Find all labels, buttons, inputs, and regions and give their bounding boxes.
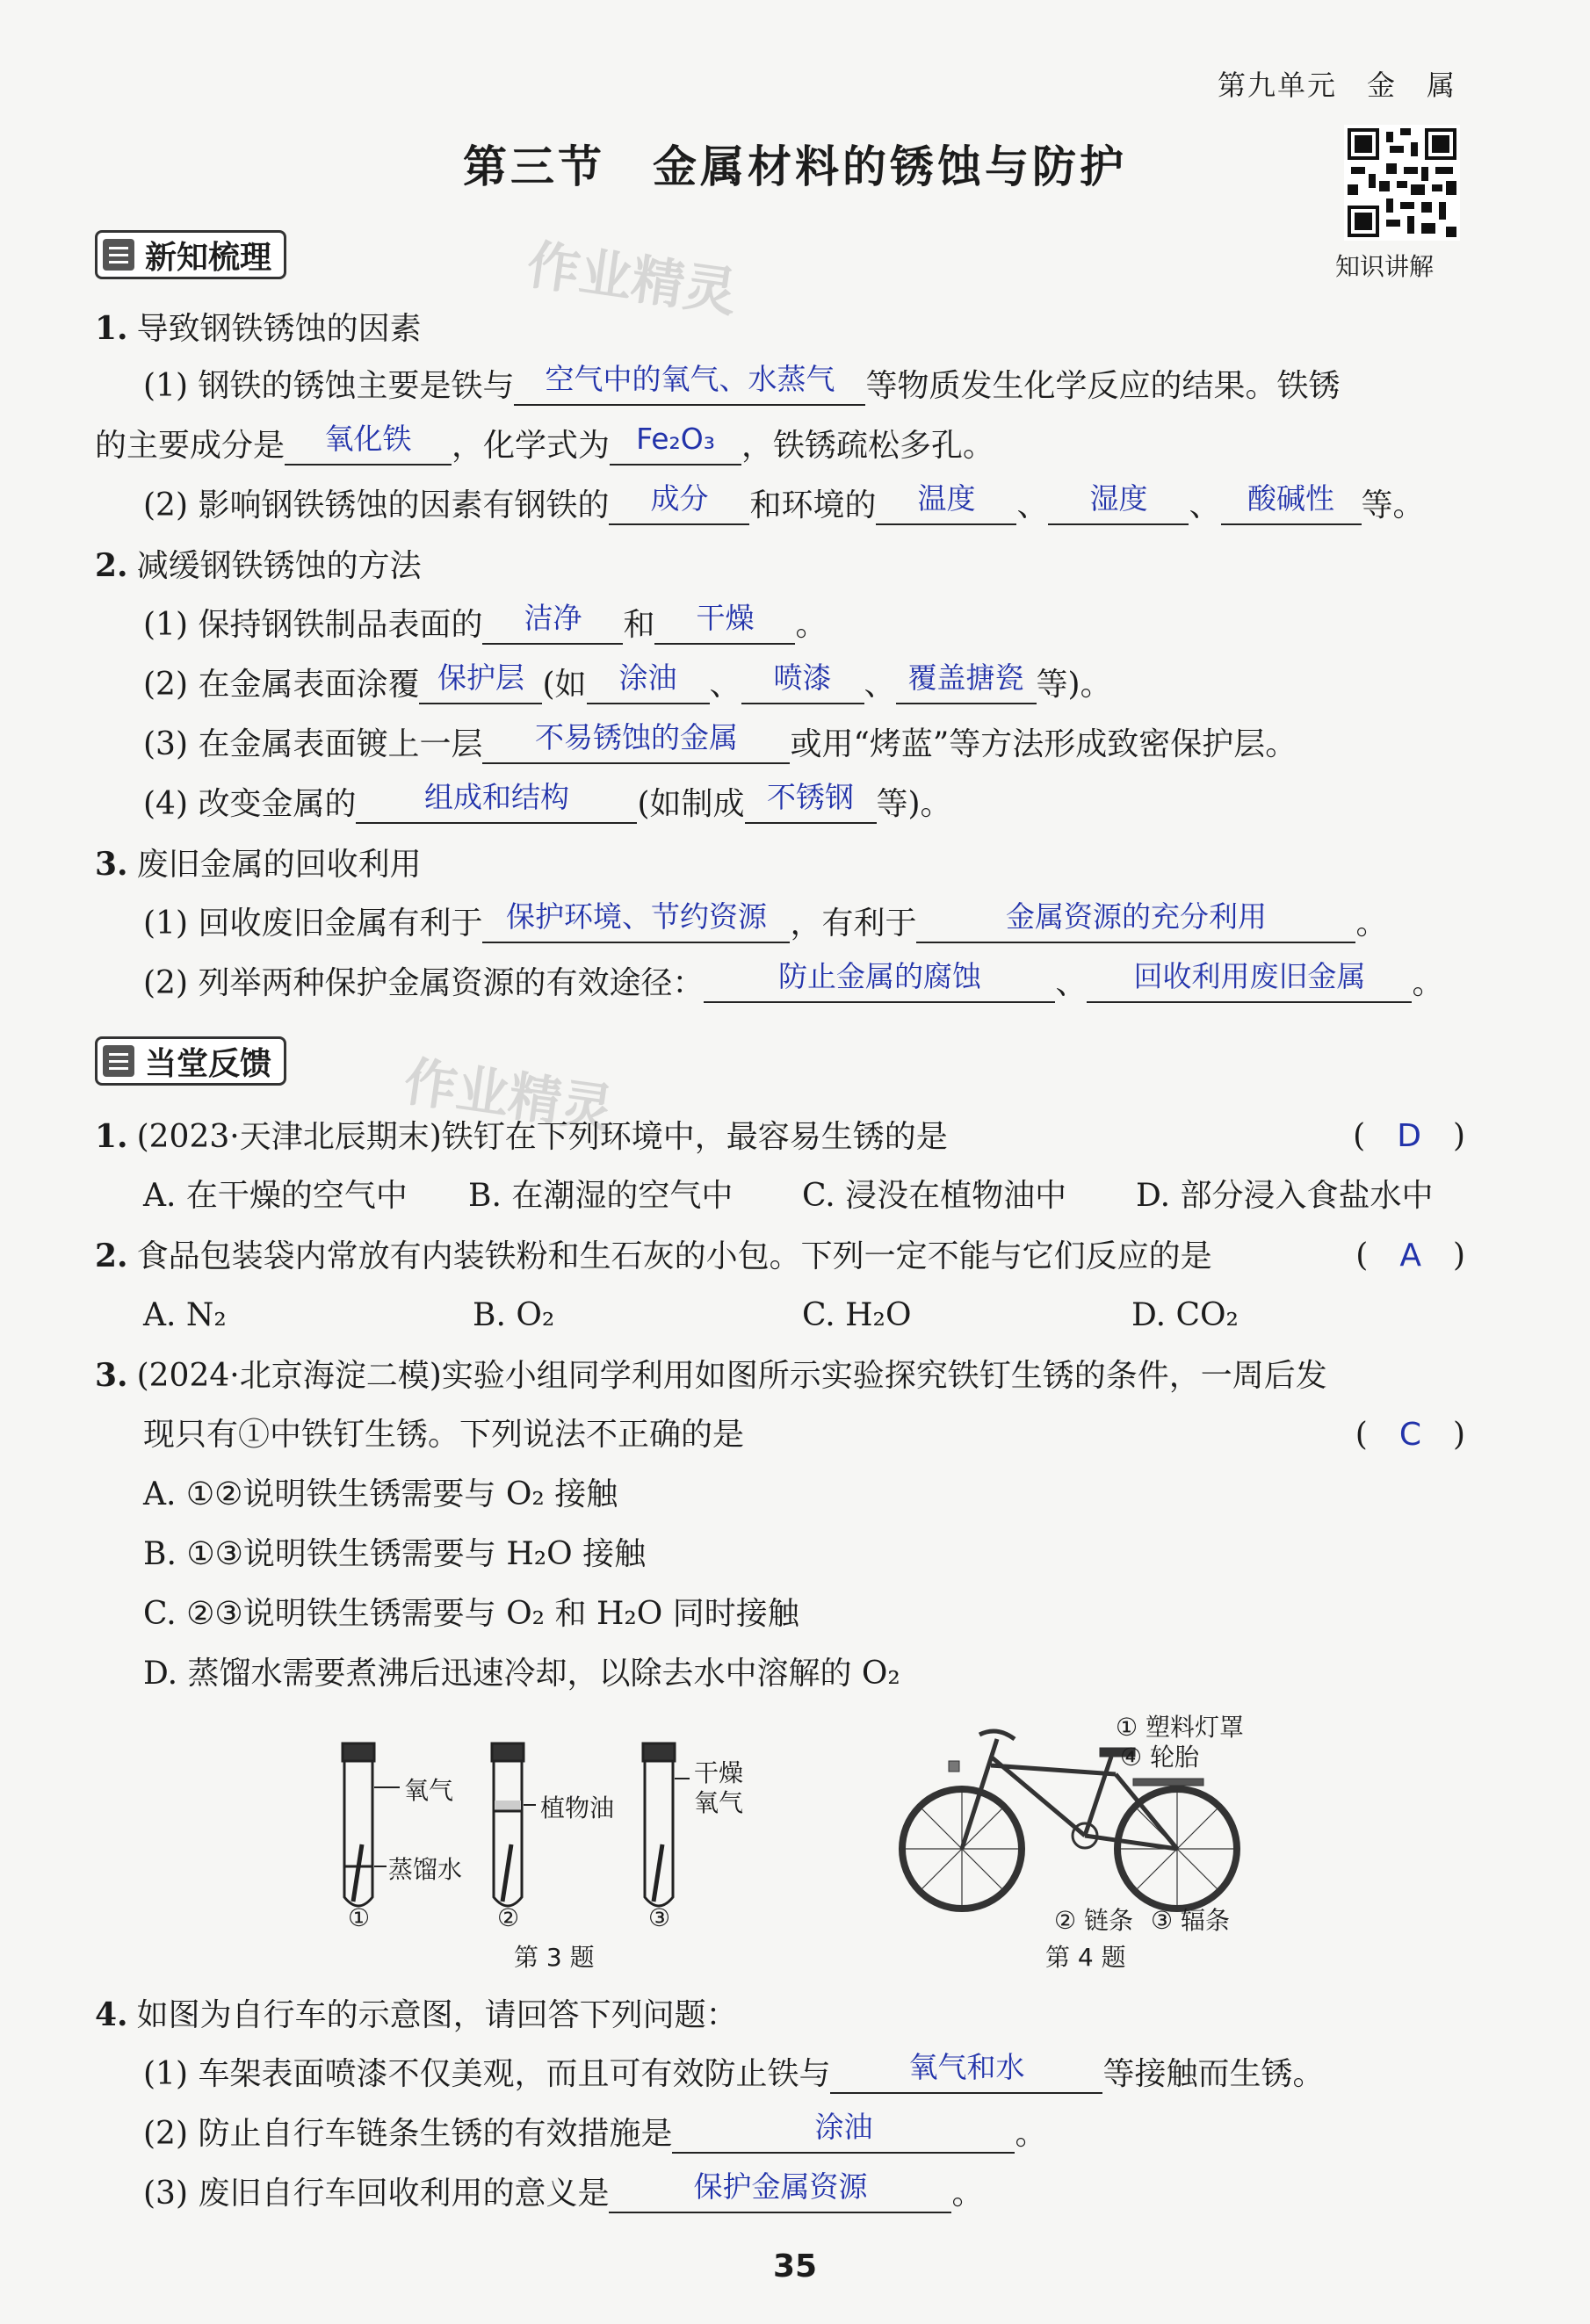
s2-q2-stem: 2. 食品包装袋内常放有内装铁粉和生石灰的小包。下列一定不能与它们反应的是 ( A ) <box>95 1238 1465 1274</box>
label-oxygen: 氧气 <box>404 1776 454 1805</box>
answer-blank[interactable]: 涂油 <box>587 668 710 704</box>
s2-q2-options <box>143 1296 1239 1335</box>
figure-3-test-tubes <box>316 1735 808 1972</box>
s2-q4-p1: (1) 车架表面喷漆不仅美观，而且可有效防止铁与 氧气和水 等接触而生锈。 <box>143 2050 1325 2092</box>
s2-q4-p3: (3) 废旧自行车回收利用的意义是 保护金属资源 。 <box>143 2169 984 2212</box>
option-a[interactable]: A. N₂ <box>143 1297 227 1333</box>
watermark: 作业精灵 <box>523 234 741 325</box>
option-d[interactable]: D. 部分浸入食盐水中 <box>1136 1178 1434 1214</box>
s1-q3-head: 3. 废旧金属的回收利用 <box>95 846 422 883</box>
unit-header: 第九单元 金 属 <box>1217 69 1456 102</box>
answer-blank[interactable]: 温度 <box>876 488 1016 525</box>
answer-blank[interactable]: 回收利用废旧金属 <box>1087 966 1412 1003</box>
answer-blank[interactable]: 保护金属资源 <box>609 2176 951 2213</box>
label-dry: 干燥 <box>694 1758 744 1787</box>
s1-q2-p3: (3) 在金属表面镀上一层 不易锈蚀的金属 或用“烤蓝”等方法形成致密保护层。 <box>143 720 1297 762</box>
section-tag-feedback: 当堂反馈 <box>95 1036 286 1086</box>
label-lamp-cover: ① 塑料灯罩 <box>1116 1713 1245 1742</box>
s2-q1-options <box>143 1177 1433 1216</box>
section-tag-new-knowledge: 新知梳理 <box>95 230 286 279</box>
answer-paren[interactable]: ( A ) <box>1355 1238 1465 1274</box>
answer-paren[interactable]: ( C ) <box>1355 1417 1465 1453</box>
answer-blank[interactable]: 成分 <box>609 488 749 525</box>
s2-q1-stem: 1. (2023·天津北辰期末)铁钉在下列环境中，最容易生锈的是 ( D ) <box>95 1118 1465 1155</box>
page-number: 35 <box>772 2248 818 2284</box>
answer-blank[interactable]: 覆盖搪瓷 <box>896 668 1037 704</box>
tube-label-2: ② <box>497 1903 520 1932</box>
answer-blank[interactable]: 湿度 <box>1048 488 1189 525</box>
figure-3-caption: 第 3 题 <box>514 1943 595 1972</box>
watermark: 作业精灵 <box>400 1050 618 1142</box>
answer-blank[interactable]: 组成和结构 <box>356 787 637 824</box>
label-water: 蒸馏水 <box>388 1855 463 1884</box>
answer-blank[interactable]: 保护环境、节约资源 <box>482 906 790 943</box>
option-c[interactable]: C. ②③说明铁生锈需要与 O₂ 和 H₂O 同时接触 <box>143 1596 799 1632</box>
answer-blank[interactable]: 酸碱性 <box>1221 488 1362 525</box>
s2-q4-p2: (2) 防止自行车链条生锈的有效措施是 涂油 。 <box>143 2110 1047 2152</box>
tube-label-3: ③ <box>648 1903 671 1932</box>
figure-4-caption: 第 4 题 <box>1045 1943 1126 1972</box>
option-b[interactable]: B. ①③说明铁生锈需要与 H₂O 接触 <box>143 1536 647 1572</box>
qr-code[interactable] <box>1344 125 1460 241</box>
label-chain: ② 链条 <box>1054 1906 1134 1935</box>
option-d[interactable]: D. 蒸馏水需要煮沸后迅速冷却，以除去水中溶解的 O₂ <box>143 1656 900 1692</box>
answer-blank[interactable]: 防止金属的腐蚀 <box>704 966 1055 1003</box>
option-b[interactable]: B. 在潮湿的空气中 <box>468 1178 734 1214</box>
qr-label: 知识讲解 <box>1335 252 1435 281</box>
option-a[interactable]: A. ①②说明铁生锈需要与 O₂ 接触 <box>143 1476 618 1512</box>
s1-q2-p2: (2) 在金属表面涂覆 保护层 (如 涂油 、 喷漆 、 覆盖搪瓷 等)。 <box>143 660 1112 703</box>
label-dry-oxygen: 氧气 <box>694 1788 744 1817</box>
answer-blank[interactable]: 氧化铁 <box>285 429 452 466</box>
figure-4-bicycle <box>896 1708 1309 1972</box>
s1-q2-head: 2. 减缓钢铁锈蚀的方法 <box>95 547 422 584</box>
answer-blank[interactable]: 金属资源的充分利用 <box>916 906 1355 943</box>
answer-blank[interactable]: 空气中的氧气、水蒸气 <box>514 369 865 406</box>
option-c[interactable]: C. 浸没在植物油中 <box>802 1178 1067 1214</box>
page-title: 第三节 金属材料的锈蚀与防护 <box>463 141 1127 192</box>
answer-blank[interactable]: 保护层 <box>419 668 542 704</box>
notebook-icon <box>103 239 134 271</box>
answer-blank[interactable]: 涂油 <box>672 2117 1015 2154</box>
answer-blank[interactable]: 氧气和水 <box>830 2057 1102 2094</box>
s1-q3-p1: (1) 回收废旧金属有利于 保护环境、节约资源 ，有利于 金属资源的充分利用 。 <box>143 899 1388 942</box>
label-tire: ④ 轮胎 <box>1120 1743 1200 1772</box>
s1-q2-p1: (1) 保持钢铁制品表面的 洁净 和 干燥 。 <box>143 601 828 643</box>
s2-q3-stem1: 3. (2024·北京海淀二模)实验小组同学利用如图所示实验探究铁钉生锈的条件，一周后发 <box>95 1357 1327 1394</box>
s1-q3-p2: (2) 列举两种保护金属资源的有效途径： 防止金属的腐蚀 、 回收利用废旧金属 。 <box>143 959 1444 1001</box>
answer-blank[interactable]: 不易锈蚀的金属 <box>482 727 790 764</box>
s1-q1-p1-cont: 的主要成分是 氧化铁 ，化学式为 Fe₂O₃ ，铁锈疏松多孔。 <box>95 422 995 464</box>
answer-paren[interactable]: ( D ) <box>1353 1118 1465 1154</box>
s2-q3-stem2: 现只有①中铁钉生锈。下列说法不正确的是 ( C ) <box>143 1417 1465 1453</box>
s1-q1-head: 1. 导致钢铁锈蚀的因素 <box>95 310 422 347</box>
answer-blank[interactable]: 干燥 <box>654 608 795 645</box>
option-c[interactable]: C. H₂O <box>802 1297 912 1333</box>
option-a[interactable]: A. 在干燥的空气中 <box>143 1178 408 1214</box>
tube-label-1: ① <box>348 1903 371 1932</box>
answer-blank[interactable]: Fe₂O₃ <box>610 429 741 466</box>
answer-blank[interactable]: 不锈钢 <box>745 787 877 824</box>
label-spoke: ③ 辐条 <box>1151 1906 1231 1935</box>
answer-blank[interactable]: 喷漆 <box>741 668 864 704</box>
answer-blank[interactable]: 洁净 <box>482 608 623 645</box>
s1-q1-p2: (2) 影响钢铁锈蚀的因素有钢铁的 成分 和环境的 温度 、 湿度 、 酸碱性 等。 <box>143 481 1425 523</box>
s2-q4-stem: 4. 如图为自行车的示意图，请回答下列问题： <box>95 1996 738 2033</box>
qr-icon <box>1344 125 1460 241</box>
s1-q1-p1: (1) 钢铁的锈蚀主要是铁与 空气中的氧气、水蒸气 等物质发生化学反应的结果。铁锈 <box>143 362 1341 404</box>
pencil-icon <box>103 1045 134 1077</box>
s1-q2-p4: (4) 改变金属的 组成和结构 (如制成 不锈钢 等)。 <box>143 780 952 822</box>
option-b[interactable]: B. O₂ <box>473 1297 555 1333</box>
option-d[interactable]: D. CO₂ <box>1131 1297 1239 1333</box>
label-oil: 植物油 <box>540 1794 615 1822</box>
